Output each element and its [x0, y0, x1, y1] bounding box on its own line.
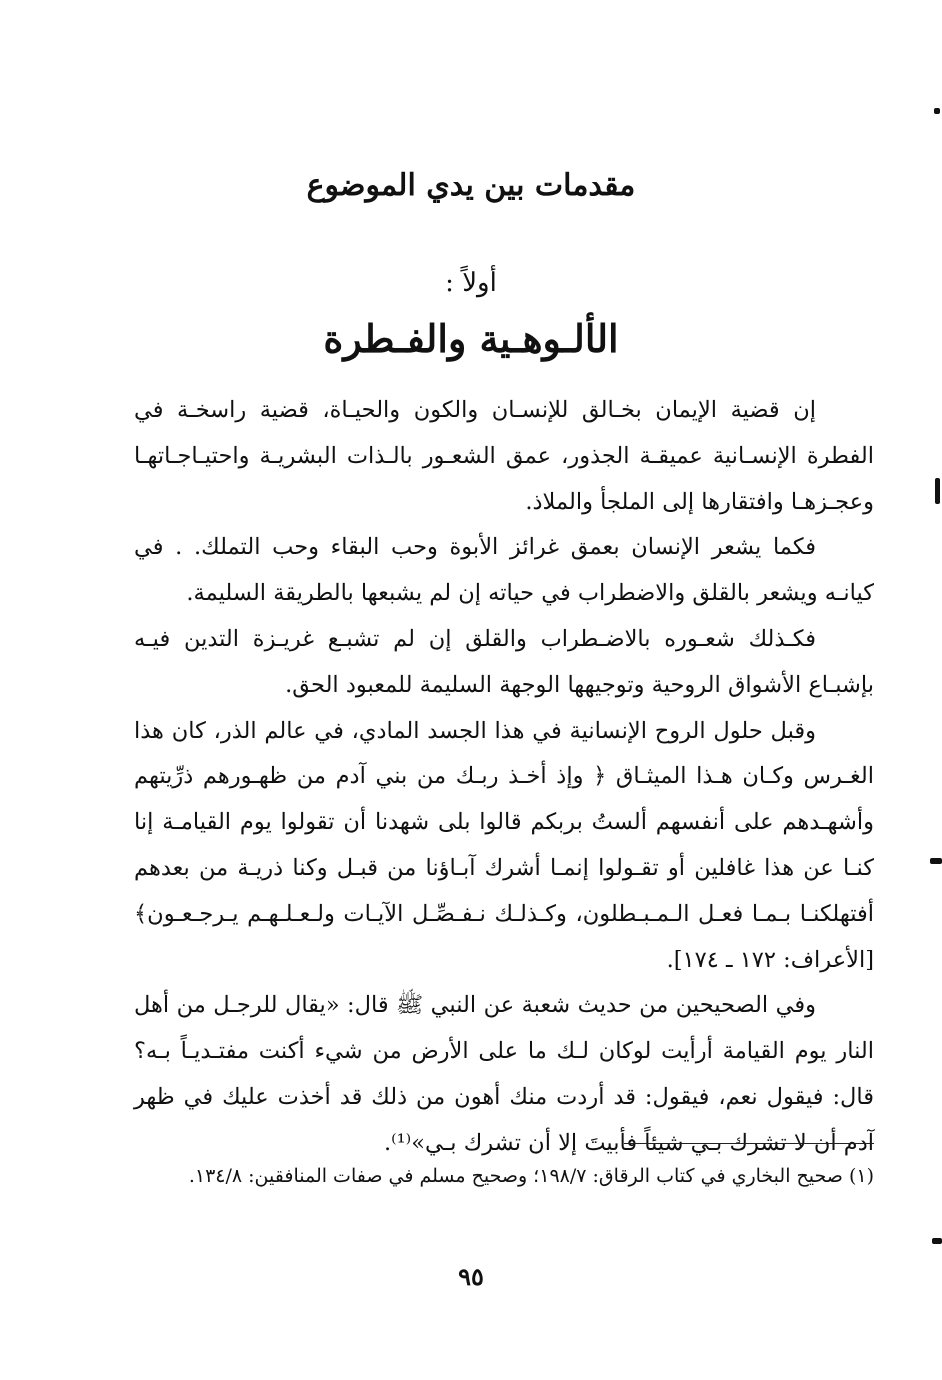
scan-edge-mark	[932, 1238, 942, 1244]
footnote: (١) صحيح البخاري في كتاب الرقاق: ١٩٨/٧؛ وصحيح مسلم في صفات المنافقين: ١٣٤/٨.	[188, 1165, 874, 1187]
body-text	[134, 388, 874, 1167]
paragraph: إن قضية الإيمان بخـالق للإنسـان والكون والحيـاة، قضية راسخـة في الفطرة الإنسـانية عميقـة الجذور، عمق الشعـور بالـذات البشريـة واحتيـاجـاتهـا وعجـزهـا وافتقارها إلى الملجأ والملاذ.	[134, 397, 874, 515]
section-label: أولاً :	[445, 268, 497, 298]
footnote-separator	[624, 1143, 874, 1144]
scan-edge-mark	[935, 478, 940, 504]
paragraph: فكـذلك شعـوره بالاضـطراب والقلق إن لم تشبـع غريـزة التدين فيـه بإشبـاع الأشواق الروحية وتوجيهها الوجهة السليمة للمعبود الحق.	[134, 625, 874, 698]
paragraph: وقبل حلول الروح الإنسانية في هذا الجسد المادي، في عالم الذر، كان هذا الغـرس وكـان هـذا الميثـاق ﴿ وإذ أخـذ ربـك من بني آدم من ظهـورهم ذرِّيتهم وأشهـدهم على أنفسهم ألستُ بربكم قالوا بلى شهدنا أن تقولوا يوم القيامـة إنا كنـا عن هذا غافلين أو تقـولوا إنمـا أشرك آبـاؤنا من قبـل وكنا ذريـة من بعدهم أفتهلكنـا بـمـا فعـل الـمـبـطلون، وكـذلـك نـفـصِّـل الآيـات ولـعـلـهـم يـرجـعـون﴾ [الأعراف: ١٧٢ ـ ١٧٤].	[134, 717, 874, 973]
paragraph: فكما يشعر الإنسان بعمق غرائز الأبوة وحب البقاء وحب التملك. . في كيانـه ويشعر بالقلق والاضطراب في حياته إن لم يشبعها بالطريقة السليمة.	[134, 534, 874, 607]
scan-edge-mark	[930, 858, 942, 864]
paragraph: وفي الصحيحين من حديث شعبة عن النبي ﷺ قال: «يقال للرجـل من أهل النار يوم القيامة أرأيت لوكان لـك ما على الأرض من شيء أكنت مفتـديـاً بـه؟ قال: فيقول نعم، فيقول: قد أردت منك أهون من ذلك قد أخذت عليك في ظهر آدم أن لا تشرك بـي شيئاً فأبيتَ إلا أن تشرك بـي»⁽¹⁾.	[134, 992, 874, 1156]
scan-edge-mark	[934, 108, 940, 114]
page-number: ٩٥	[458, 1262, 484, 1291]
section-title: الألـوهـية والفـطرة	[323, 316, 619, 361]
chapter-heading: مقدمات بين يدي الموضوع	[306, 168, 636, 203]
